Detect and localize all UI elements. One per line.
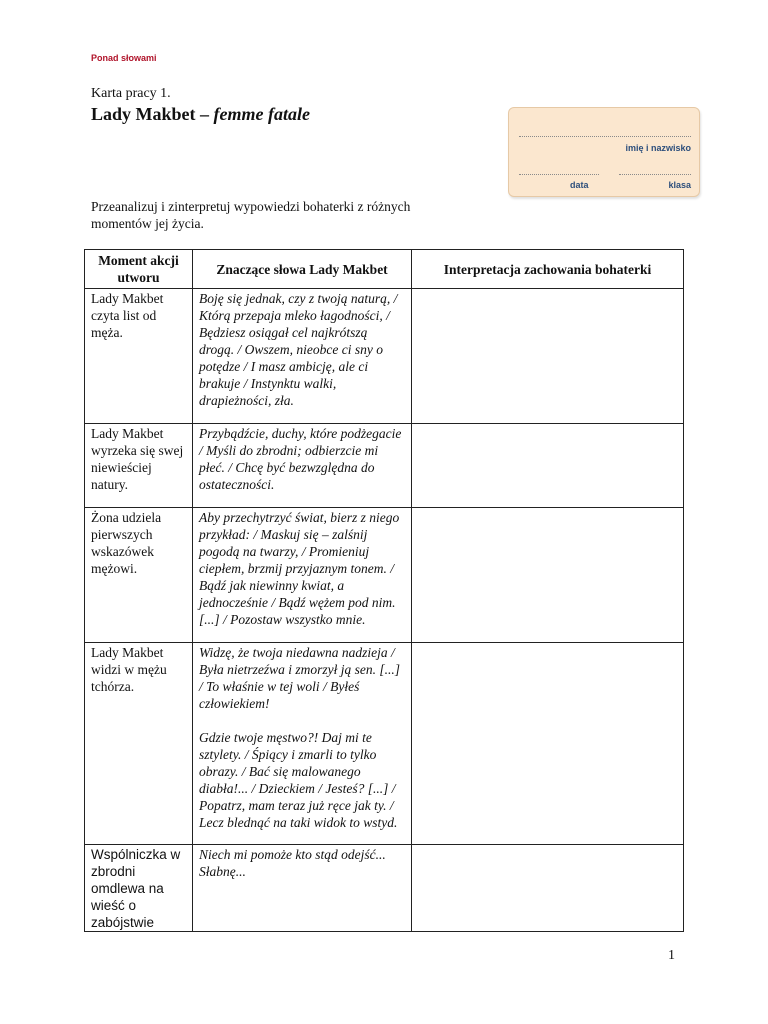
title-italic: femme fatale (213, 104, 310, 124)
worksheet-label: Karta pracy 1. (91, 86, 171, 101)
student-id-box (508, 107, 700, 197)
interpretation-cell[interactable] (412, 289, 684, 424)
instruction-text: Przeanalizuj i zinterpretuj wypowiedzi bohaterki z różnych momentów jej życia. (91, 199, 411, 231)
table-row (85, 424, 684, 508)
header-moment: Moment akcji utworu (85, 250, 193, 289)
interpretation-cell[interactable] (412, 508, 684, 643)
table-row (85, 289, 684, 424)
table-row (85, 508, 684, 643)
quote-paragraph: Gdzie twoje męstwo?! Daj mi te sztylety. / Śpiący i zmarli to tylko obrazy. / Bać się malowanego diabła!... / Dzieckiem / Jesteś? [...] / Popatrz, mam teraz już ręce jak ty. / Lecz blednąć na taki widok to wstyd. (199, 730, 398, 830)
moment-cell: Lady Makbet wyrzeka się swej niewieściej natury. (85, 424, 193, 508)
moment-cell: Żona udziela pierwszych wskazówek mężowi. (85, 508, 193, 643)
table-header-row (85, 250, 684, 289)
class-line (619, 174, 691, 175)
interpretation-cell[interactable] (412, 424, 684, 508)
name-line (519, 136, 691, 137)
date-label: data (570, 180, 589, 190)
header-words: Znaczące słowa Lady Makbet (193, 250, 412, 289)
name-label: imię i nazwisko (625, 143, 691, 153)
words-cell: Aby przechytrzyć świat, bierz z niego przykład: / Maskuj się – zalśnij pogodą na twarzy, / Promieniuj ciepłem, brzmij przyjaznym tonem. / Bądź jak niewinny kwiat, a jednocześnie / Bądź wężem pod nim. [...] / Pozostaw wszystko mnie. (193, 508, 412, 643)
table-row (85, 643, 684, 845)
paragraph-gap (199, 712, 405, 729)
title-main: Lady Makbet – (91, 104, 214, 124)
quote-paragraph: Widzę, że twoja niedawna nadzieja / Była nietrzeźwa i zmorzył ją sen. [...] / To właśnie w tej woli / Byłeś człowiekiem! (199, 645, 400, 711)
interpretation-cell[interactable] (412, 845, 684, 932)
interpretation-cell[interactable] (412, 643, 684, 845)
moment-cell: Lady Makbet widzi w mężu tchórza. (85, 643, 193, 845)
words-cell (193, 643, 412, 845)
brand-label: Ponad słowami (91, 53, 157, 63)
page-title (91, 104, 310, 125)
moment-cell: Wspólniczka w zbrodni omdlewa na wieść o zabójstwie (85, 845, 193, 932)
moment-cell: Lady Makbet czyta list od męża. (85, 289, 193, 424)
page-number: 1 (668, 948, 675, 963)
header-interpretation: Interpretacja zachowania bohaterki (412, 250, 684, 289)
words-cell: Boję się jednak, czy z twoją naturą, / Którą przepaja mleko łagodności, / Będziesz osiągał cel najkrótszą drogą. / Owszem, nieobce ci sny o potędze / I masz ambicję, ale ci brakuje / Instynktu walki, drapieżności, zła. (193, 289, 412, 424)
words-cell: Przybądźcie, duchy, które podżegacie / Myśli do zbrodni; odbierzcie mi płeć. / Chcę być bezwzględna do ostateczności. (193, 424, 412, 508)
words-cell: Niech mi pomoże kto stąd odejść... Słabnę... (193, 845, 412, 932)
date-line (519, 174, 599, 175)
class-label: klasa (668, 180, 691, 190)
table-row (85, 845, 684, 932)
analysis-table (84, 249, 684, 932)
